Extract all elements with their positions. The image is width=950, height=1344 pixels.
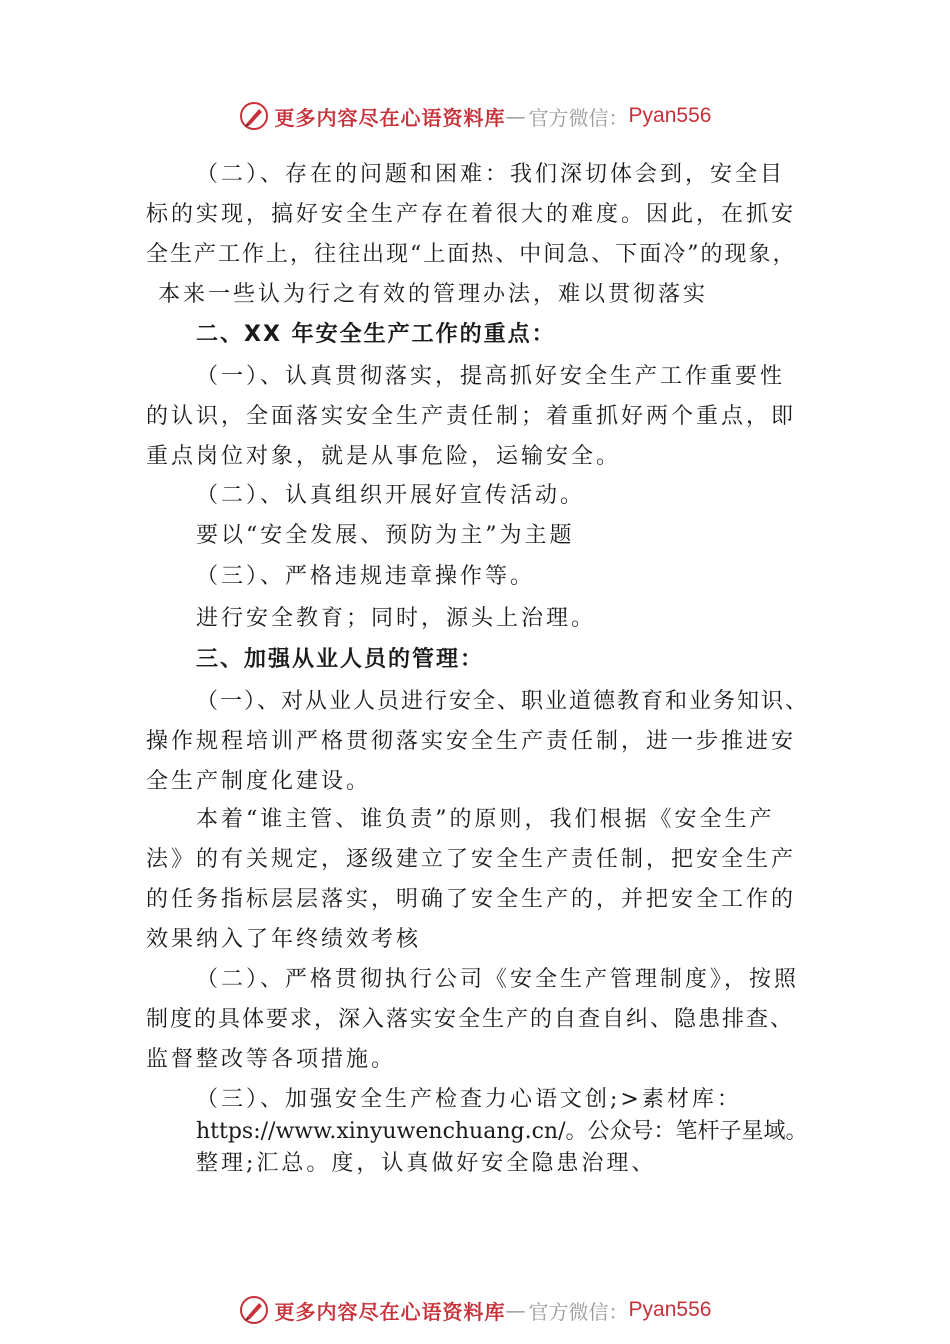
text-line: 全生产制度化建设。 — [146, 769, 372, 794]
section-heading: 二、XX 年安全生产工作的重点： — [196, 322, 556, 347]
text-line: （二）、严格贯彻执行公司《安全生产管理制度》，按照 — [196, 967, 800, 992]
footer-wechat-label: 官方微信： — [528, 1299, 629, 1324]
text-line: 制度的具体要求，深入落实安全生产的自查自纠、隐患排查、 — [146, 1007, 795, 1032]
pen-logo-icon — [239, 1295, 269, 1325]
text-line: 监督整改等各项措施。 — [146, 1047, 397, 1072]
text-line: （三）、加强安全生产检查力心语文创;>素材库： — [196, 1087, 742, 1112]
header-banner — [0, 96, 950, 136]
header-wechat-label: 官方微信： — [528, 105, 629, 130]
pen-logo-icon — [239, 101, 269, 131]
text-line: 本来一些认为行之有效的管理办法，难以贯彻落实 — [158, 282, 709, 307]
text-line: （三）、严格违规违章操作等。 — [196, 564, 536, 589]
text-line: 本着“谁主管、谁负责”的原则，我们根据《安全生产 — [196, 807, 775, 832]
footer-dash: — — [505, 1298, 527, 1322]
text-line: https://www.xinyuwenchuang.cn/。公众号：笔杆子星域。 — [196, 1119, 808, 1144]
text-line: （一）、对从业人员进行安全、职业道德教育和业务知识、 — [196, 689, 810, 714]
text-line: （一）、认真贯彻落实，提高抓好安全生产工作重要性 — [196, 364, 786, 389]
text-line: 操作规程培训严格贯彻落实安全生产责任制，进一步推进安 — [146, 729, 797, 754]
text-line: 全生产工作上，往往出现“上面热、中间急、下面冷”的现象， — [146, 242, 797, 267]
text-line: （二）、认真组织开展好宣传活动。 — [196, 483, 586, 508]
footer-banner — [0, 1290, 950, 1330]
footer-brand: 更多内容尽在心语资料库 — [274, 1299, 506, 1324]
text-line: （二）、存在的问题和困难：我们深切体会到，安全目 — [196, 162, 786, 187]
text-line: 效果纳入了年终绩效考核 — [146, 927, 422, 952]
header-dash: — — [505, 104, 527, 128]
text-line: 重点岗位对象，就是从事危险，运输安全。 — [146, 444, 622, 469]
text-line: 整理;汇总。度，认真做好安全隐患治理、 — [196, 1151, 657, 1176]
text-line: 标的实现，搞好安全生产存在着很大的难度。因此，在抓安 — [146, 202, 797, 227]
section-heading: 三、加强从业人员的管理： — [196, 647, 485, 672]
text-line: 的认识，全面落实安全生产责任制；着重抓好两个重点，即 — [146, 404, 797, 429]
text-line: 进行安全教育；同时，源头上治理。 — [196, 606, 597, 631]
header-wechat-id: Pyan556 — [628, 104, 712, 127]
text-line: 法》的有关规定，逐级建立了安全生产责任制，把安全生产 — [146, 847, 797, 872]
text-line: 的任务指标层层落实，明确了安全生产的，并把安全工作的 — [146, 887, 797, 912]
text-line: 要以“安全发展、预防为主”为主题 — [196, 523, 575, 548]
footer-wechat-id: Pyan556 — [628, 1298, 712, 1321]
header-brand: 更多内容尽在心语资料库 — [274, 105, 506, 130]
